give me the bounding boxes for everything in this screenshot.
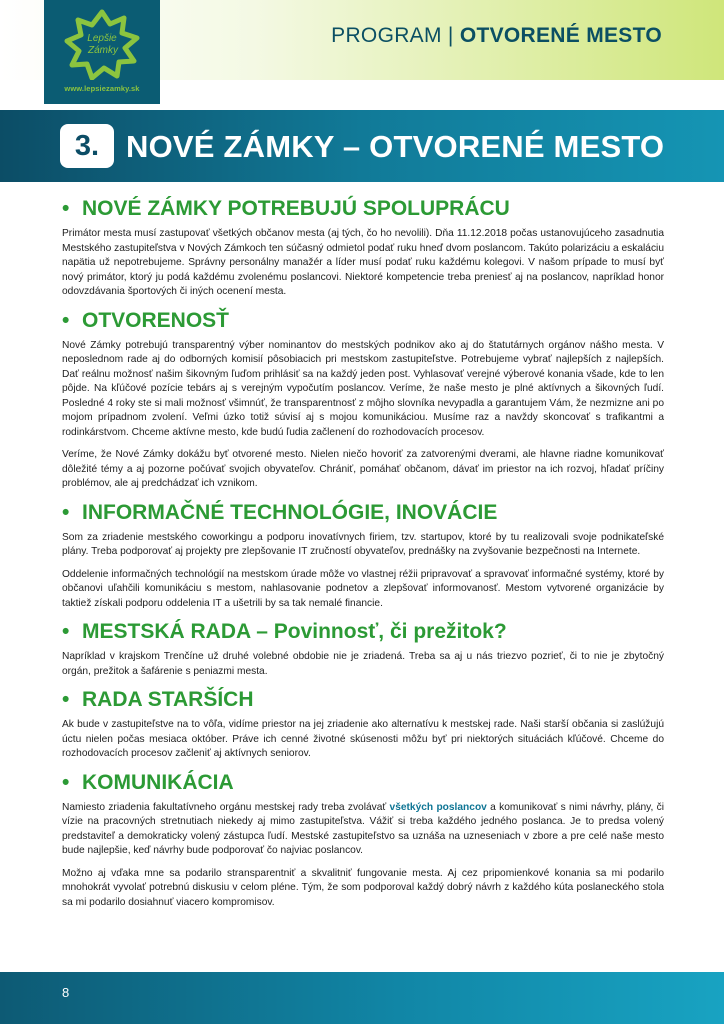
section-heading: • RADA STARŠÍCH	[62, 688, 254, 711]
main-content	[62, 196, 664, 918]
logo[interactable]	[44, 0, 160, 104]
footer-bar	[0, 972, 724, 1024]
bullet-dot-icon: •	[62, 197, 70, 220]
section-heading: • MESTSKÁ RADA – Povinnosť, či prežitok?	[62, 620, 507, 643]
bullet-dot-icon: •	[62, 308, 70, 332]
chapter-banner	[0, 110, 724, 182]
gear-star-logo-icon	[62, 8, 142, 80]
section-heading: • OTVORENOSŤ	[62, 308, 230, 332]
svg-text:Lepšie: Lepšie	[87, 33, 117, 44]
bullet-dot-icon: •	[62, 770, 70, 794]
paragraph: Možno aj vďaka mne sa podarilo stransparentniť a skvalitniť fungovanie mesta. Aj cez pripomienkové konania sa mi podarilo mnohokrát vyvolať potrebnú diskusiu v celom pléne. Tým, že som podporoval každý dobrý návrh z každého kúta poslaneckého stola sa mi podarilo dosiahnuť viacero kompromisov.	[62, 867, 664, 908]
section-heading: • INFORMAČNÉ TECHNOLÓGIE, INOVÁCIE	[62, 500, 498, 524]
highlight-text: všetkých poslancov	[389, 801, 487, 813]
logo-url[interactable]: www.lepsiezamky.sk	[64, 84, 140, 93]
paragraph: Som za zriadenie mestského coworkingu a podporu inovatívnych firiem, tzv. startupov, ktoré by tu realizovali svoje podnikateľské plány. Treba podporovať aj projekty pre zlepšovanie IT zručností obyvateľov, prednášky na zvyšovanie bezpečnosti na Internete.	[62, 531, 664, 557]
paragraph: Oddelenie informačných technológií na mestskom úrade môže vo vlastnej réžii pripravovať a spravovať informačné systémy, ktoré by občanovi uľahčili komunikáciu s mestom, nahlasovanie podnetov a zlepšovať informovanosť. Mestom vytvorené organizácie by taktiež získali podporu oddelenia IT a ušetrili by sa tak nemalé financie.	[62, 568, 664, 609]
svg-text:Zámky: Zámky	[88, 45, 118, 56]
section-heading: • NOVÉ ZÁMKY POTREBUJÚ SPOLUPRÁCU	[62, 197, 510, 220]
paragraph: Namiesto zriadenia fakultatívneho orgánu mestskej rady treba zvolávať všetkých poslancov a komunikovať s nimi návrhy, plány, či vízie na pracovných stretnutiach niekedy aj mimo zastupiteľstva. Vážiť si treba každého jedného poslanca. Je to predsa volený predstaviteľ a demokraticky volený zástupca ľudí. Mestské zastupiteľstvo sa uznáša na uzneseniach v zbore a pre celé naše mesto bude najlepšie, keď návrhy bude podporovať čo najviac poslancov.	[62, 801, 664, 856]
paragraph: Veríme, že Nové Zámky dokážu byť otvorené mesto. Nielen niečo hovoriť za zatvorenými dverami, ale hlavne riadne komunikovať dôležité témy a aj pozorne počúvať svojich obyvateľov. Chrániť, pomáhať občanom, dávať im priestor na ich rozvoj, hľadať príčiny problémov, ale aj predchádzať ich vznikom.	[62, 449, 664, 489]
program-label: PROGRAM | OTVORENÉ MESTO	[331, 24, 662, 47]
bullet-dot-icon: •	[62, 500, 70, 524]
paragraph: Primátor mesta musí zastupovať všetkých občanov mesta (aj tých, čo ho nevolili). Dňa 11.12.2018 počas ustanovujúceho zasadnutia Mestského zastupiteľstva v Nových Zámkoch ten súčasný odmietol podať ruku hneď dvom poslancom. Takúto polarizáciu a eskaláciu napätia už nepotrebujeme. Správny personálny manažér a líder musí podať ruku každému kolegovi. V našom prípade to musí byť nový primátor, ktorý ju podá každému zvolenému poslancovi. Niektoré kompetencie treba preniesť aj na poslancov, napríklad honor odovzdávania športových či iných ocenení mesta.	[62, 228, 664, 297]
bullet-dot-icon: •	[62, 620, 70, 643]
bullet-dot-icon: •	[62, 688, 70, 711]
section-heading: • KOMUNIKÁCIA	[62, 770, 234, 794]
chapter-title: NOVÉ ZÁMKY – OTVORENÉ MESTO	[126, 129, 665, 164]
paragraph: Napríklad v krajskom Trenčíne už druhé volebné obdobie nie je zriadená. Treba sa aj u nás triezvo pozrieť, či to nie je zbytočný orgán, prežitok a šafárenie s peniazmi mesta.	[62, 651, 664, 677]
paragraph: Ak bude v zastupiteľstve na to vôľa, vidíme priestor na jej zriadenie ako alternatívu k mestskej rade. Naši starší občania si zaslúžujú úctu nielen počas mesiaca október. Práve ich cenné životné skúsenosti môžu byť pri niektorých situáciách kľúčové. Chceme do rozhodovacích procesov začleniť aj aktívnych seniorov.	[62, 719, 664, 759]
chapter-number: 3.	[60, 124, 114, 168]
page-number: 8	[62, 985, 70, 1000]
paragraph: Nové Zámky potrebujú transparentný výber nominantov do mestských podnikov ako aj do štatutárnych orgánov nášho mesta. V neposlednom rade aj do odborných komisií pôsobiacich pri mestskom zastupiteľstve. Potrebujeme vybrať najlepších z najlepších. Dať reálnu možnosť našim šikovným ľuďom prihlásiť sa na každý jeden post. Vyhlasovať verejné výberové konania všade, kde to len pôjde. Na kľúčové pozície tebárs aj s verejným vypočutím poslancov. Veríme, že naše mesto je plné aktívnych a šikovných ľudí. Posledné 4 roky ste si mali možnosť všimnúť, že transparentnosť z môjho slovníka nevypadla a garantujem Vám, že nezmizne ani po mojom prípadnom zvolení. Veľmi úzko totiž súvisí aj s mojou komunikáciou. Musíme raz a navždy skoncovať s trafikantmi a rodinkárstvom. Chceme aktívne mesto, kde budú ľudia začlenení do rozhodovacích procesov.	[62, 339, 664, 438]
